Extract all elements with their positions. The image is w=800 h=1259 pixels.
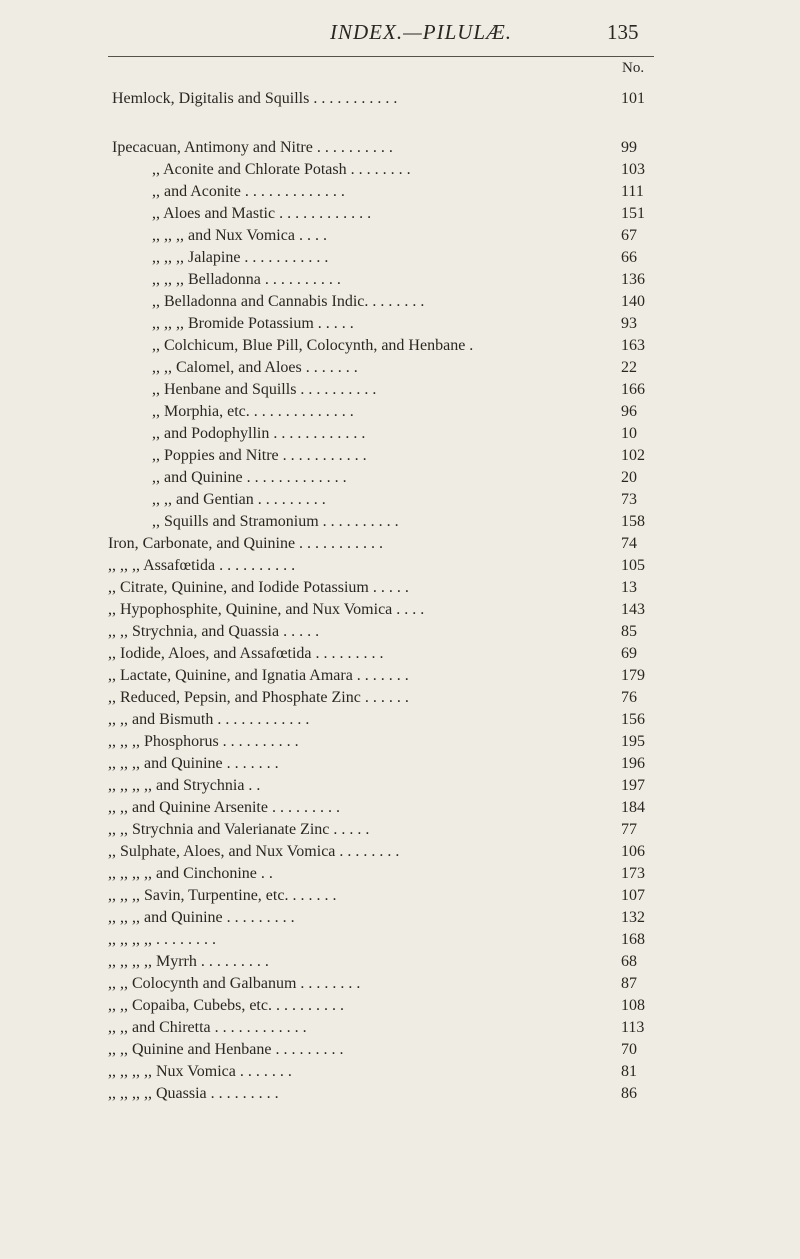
index-entry xyxy=(0,665,800,687)
index-entry xyxy=(0,709,800,731)
entry-number: 69 xyxy=(621,645,637,662)
entry-text: ,, ,, ,, ,, . . . . . . . . xyxy=(108,931,216,948)
entry-text: ,, ,, ,, and Quinine . . . . . . . . . xyxy=(108,909,295,926)
entry-number: 10 xyxy=(621,425,637,442)
number-column-header: No. xyxy=(622,60,645,76)
entry-number: 140 xyxy=(621,293,645,310)
index-entry xyxy=(0,1017,800,1039)
entry-text: ,, ,, ,, ,, and Strychnia . . xyxy=(108,777,261,794)
entry-number: 76 xyxy=(621,689,637,706)
entry-text: ,, Hypophosphite, Quinine, and Nux Vomica . . . . xyxy=(108,601,425,618)
entry-number: 107 xyxy=(621,887,645,904)
index-entry xyxy=(0,621,800,643)
index-entry xyxy=(0,159,800,181)
entry-text: ,, ,, and Quinine Arsenite . . . . . . . . . xyxy=(108,799,340,816)
entry-text: Hemlock, Digitalis and Squills . . . . . . . . . . . xyxy=(112,90,398,107)
index-entry xyxy=(0,797,800,819)
entry-text: ,, and Quinine . . . . . . . . . . . . . xyxy=(152,469,347,486)
index-entry xyxy=(0,379,800,401)
entry-number: 103 xyxy=(621,161,645,178)
index-entry xyxy=(0,951,800,973)
index-entry xyxy=(0,775,800,797)
index-entry xyxy=(0,533,800,555)
entry-text: ,, Henbane and Squills . . . . . . . . . . xyxy=(152,381,377,398)
index-entry xyxy=(0,203,800,225)
page-title: INDEX.—PILULÆ. xyxy=(330,20,513,44)
entry-text: ,, ,, ,, ,, Myrrh . . . . . . . . . xyxy=(108,953,269,970)
index-entry xyxy=(0,687,800,709)
entry-number: 87 xyxy=(621,975,637,992)
entry-text: ,, ,, ,, and Quinine . . . . . . . xyxy=(108,755,279,772)
entry-number: 77 xyxy=(621,821,637,838)
index-entry xyxy=(0,247,800,269)
entry-number: 74 xyxy=(621,535,637,552)
entry-number: 105 xyxy=(621,557,645,574)
entry-text: ,, Iodide, Aloes, and Assafœtida . . . . . . . . . xyxy=(108,645,384,662)
index-entry xyxy=(0,88,800,110)
index-entry xyxy=(0,863,800,885)
entry-number: 96 xyxy=(621,403,637,420)
index-entry xyxy=(0,1083,800,1105)
index-entry xyxy=(0,995,800,1017)
index-entry xyxy=(0,973,800,995)
entry-text: ,, ,, Colocynth and Galbanum . . . . . . . . xyxy=(108,975,361,992)
entry-number: 184 xyxy=(621,799,645,816)
entry-text: ,, Lactate, Quinine, and Ignatia Amara . . . . . . . xyxy=(108,667,409,684)
entry-text: ,, Aconite and Chlorate Potash . . . . . . . . xyxy=(152,161,411,178)
entry-number: 22 xyxy=(621,359,637,376)
entry-text: ,, ,, ,, ,, Quassia . . . . . . . . . xyxy=(108,1085,279,1102)
index-entry xyxy=(0,731,800,753)
entry-text: ,, ,, ,, Phosphorus . . . . . . . . . . xyxy=(108,733,299,750)
entry-text: ,, Reduced, Pepsin, and Phosphate Zinc . . . . . . xyxy=(108,689,409,706)
entry-text: ,, ,, Copaiba, Cubebs, etc. . . . . . . . . . xyxy=(108,997,344,1014)
entry-number: 132 xyxy=(621,909,645,926)
index-entry xyxy=(0,1039,800,1061)
index-entry xyxy=(0,555,800,577)
entry-number: 108 xyxy=(621,997,645,1014)
index-entry xyxy=(0,599,800,621)
index-entry xyxy=(0,291,800,313)
index-entry xyxy=(0,1061,800,1083)
index-entry xyxy=(0,907,800,929)
entry-number: 70 xyxy=(621,1041,637,1058)
index-entry xyxy=(0,357,800,379)
entry-number: 113 xyxy=(621,1019,645,1036)
index-entry xyxy=(0,181,800,203)
entry-number: 73 xyxy=(621,491,637,508)
entry-text: ,, Aloes and Mastic . . . . . . . . . . . . xyxy=(152,205,372,222)
index-entry xyxy=(0,753,800,775)
entry-number: 196 xyxy=(621,755,645,772)
index-entry xyxy=(0,335,800,357)
entry-number: 163 xyxy=(621,337,645,354)
entry-number: 99 xyxy=(621,139,637,156)
index-entry xyxy=(0,841,800,863)
entry-text: ,, ,, Strychnia, and Quassia . . . . . xyxy=(108,623,320,640)
entry-number: 143 xyxy=(621,601,645,618)
entry-number: 158 xyxy=(621,513,645,530)
index-entry xyxy=(0,511,800,533)
entry-number: 102 xyxy=(621,447,645,464)
page-number: 135 xyxy=(607,20,639,44)
entry-text: ,, ,, and Bismuth . . . . . . . . . . . . xyxy=(108,711,310,728)
entry-number: 93 xyxy=(621,315,637,332)
index-entry xyxy=(0,467,800,489)
entry-number: 81 xyxy=(621,1063,637,1080)
entry-text: ,, Squills and Stramonium . . . . . . . . . . xyxy=(152,513,399,530)
entry-text: ,, and Podophyllin . . . . . . . . . . . . xyxy=(152,425,366,442)
index-entry xyxy=(0,445,800,467)
entry-number: 106 xyxy=(621,843,645,860)
index-entry xyxy=(0,489,800,511)
entry-number: 13 xyxy=(621,579,637,596)
entry-number: 136 xyxy=(621,271,645,288)
entry-text: ,, ,, and Gentian . . . . . . . . . xyxy=(152,491,326,508)
entry-text: ,, Sulphate, Aloes, and Nux Vomica . . . . . . . . xyxy=(108,843,400,860)
entry-number: 86 xyxy=(621,1085,637,1102)
entry-number: 67 xyxy=(621,227,637,244)
entry-number: 66 xyxy=(621,249,637,266)
index-entry xyxy=(0,577,800,599)
entry-text: ,, Morphia, etc. . . . . . . . . . . . . . xyxy=(152,403,354,420)
entry-number: 151 xyxy=(621,205,645,222)
entry-text: ,, Colchicum, Blue Pill, Colocynth, and Henbane . xyxy=(152,337,474,354)
entry-text: ,, ,, Calomel, and Aloes . . . . . . . xyxy=(152,359,358,376)
entry-number: 168 xyxy=(621,931,645,948)
index-entry xyxy=(0,643,800,665)
entry-text: Ipecacuan, Antimony and Nitre . . . . . . . . . . xyxy=(112,139,393,156)
entry-text: ,, ,, ,, Belladonna . . . . . . . . . . xyxy=(152,271,341,288)
entry-text: Iron, Carbonate, and Quinine . . . . . . . . . . . xyxy=(108,535,384,552)
entry-text: ,, and Aconite . . . . . . . . . . . . . xyxy=(152,183,345,200)
entry-text: ,, ,, ,, Savin, Turpentine, etc. . . . . . . xyxy=(108,887,337,904)
entry-number: 173 xyxy=(621,865,645,882)
entry-text: ,, ,, ,, Bromide Potassium . . . . . xyxy=(152,315,354,332)
running-header xyxy=(0,20,800,50)
entry-text: ,, ,, Quinine and Henbane . . . . . . . . . xyxy=(108,1041,344,1058)
entry-text: ,, Poppies and Nitre . . . . . . . . . . . xyxy=(152,447,367,464)
index-entry xyxy=(0,269,800,291)
index-entry xyxy=(0,225,800,247)
entry-text: ,, ,, ,, Assafœtida . . . . . . . . . . xyxy=(108,557,296,574)
index-entry xyxy=(0,819,800,841)
index-entry xyxy=(0,401,800,423)
entry-number: 20 xyxy=(621,469,637,486)
entry-text: ,, ,, ,, Jalapine . . . . . . . . . . . xyxy=(152,249,329,266)
entry-number: 85 xyxy=(621,623,637,640)
entry-number: 197 xyxy=(621,777,645,794)
entry-text: ,, ,, ,, ,, and Cinchonine . . xyxy=(108,865,273,882)
entry-number: 68 xyxy=(621,953,637,970)
index-entry xyxy=(0,423,800,445)
header-rule xyxy=(108,56,654,57)
entry-text: ,, ,, and Chiretta . . . . . . . . . . . . xyxy=(108,1019,307,1036)
entry-number: 101 xyxy=(621,90,645,107)
entry-text: ,, ,, Strychnia and Valerianate Zinc . . . . . xyxy=(108,821,370,838)
entry-number: 166 xyxy=(621,381,645,398)
entry-number: 195 xyxy=(621,733,645,750)
entry-text: ,, Belladonna and Cannabis Indic. . . . . . . . xyxy=(152,293,425,310)
entry-text: ,, Citrate, Quinine, and Iodide Potassium . . . . . xyxy=(108,579,409,596)
entry-text: ,, ,, ,, and Nux Vomica . . . . xyxy=(152,227,327,244)
index-entry xyxy=(0,137,800,159)
index-entry xyxy=(0,313,800,335)
entry-number: 179 xyxy=(621,667,645,684)
index-entry xyxy=(0,929,800,951)
entry-number: 111 xyxy=(621,183,644,200)
entry-text: ,, ,, ,, ,, Nux Vomica . . . . . . . xyxy=(108,1063,292,1080)
entry-number: 156 xyxy=(621,711,645,728)
index-entry xyxy=(0,885,800,907)
